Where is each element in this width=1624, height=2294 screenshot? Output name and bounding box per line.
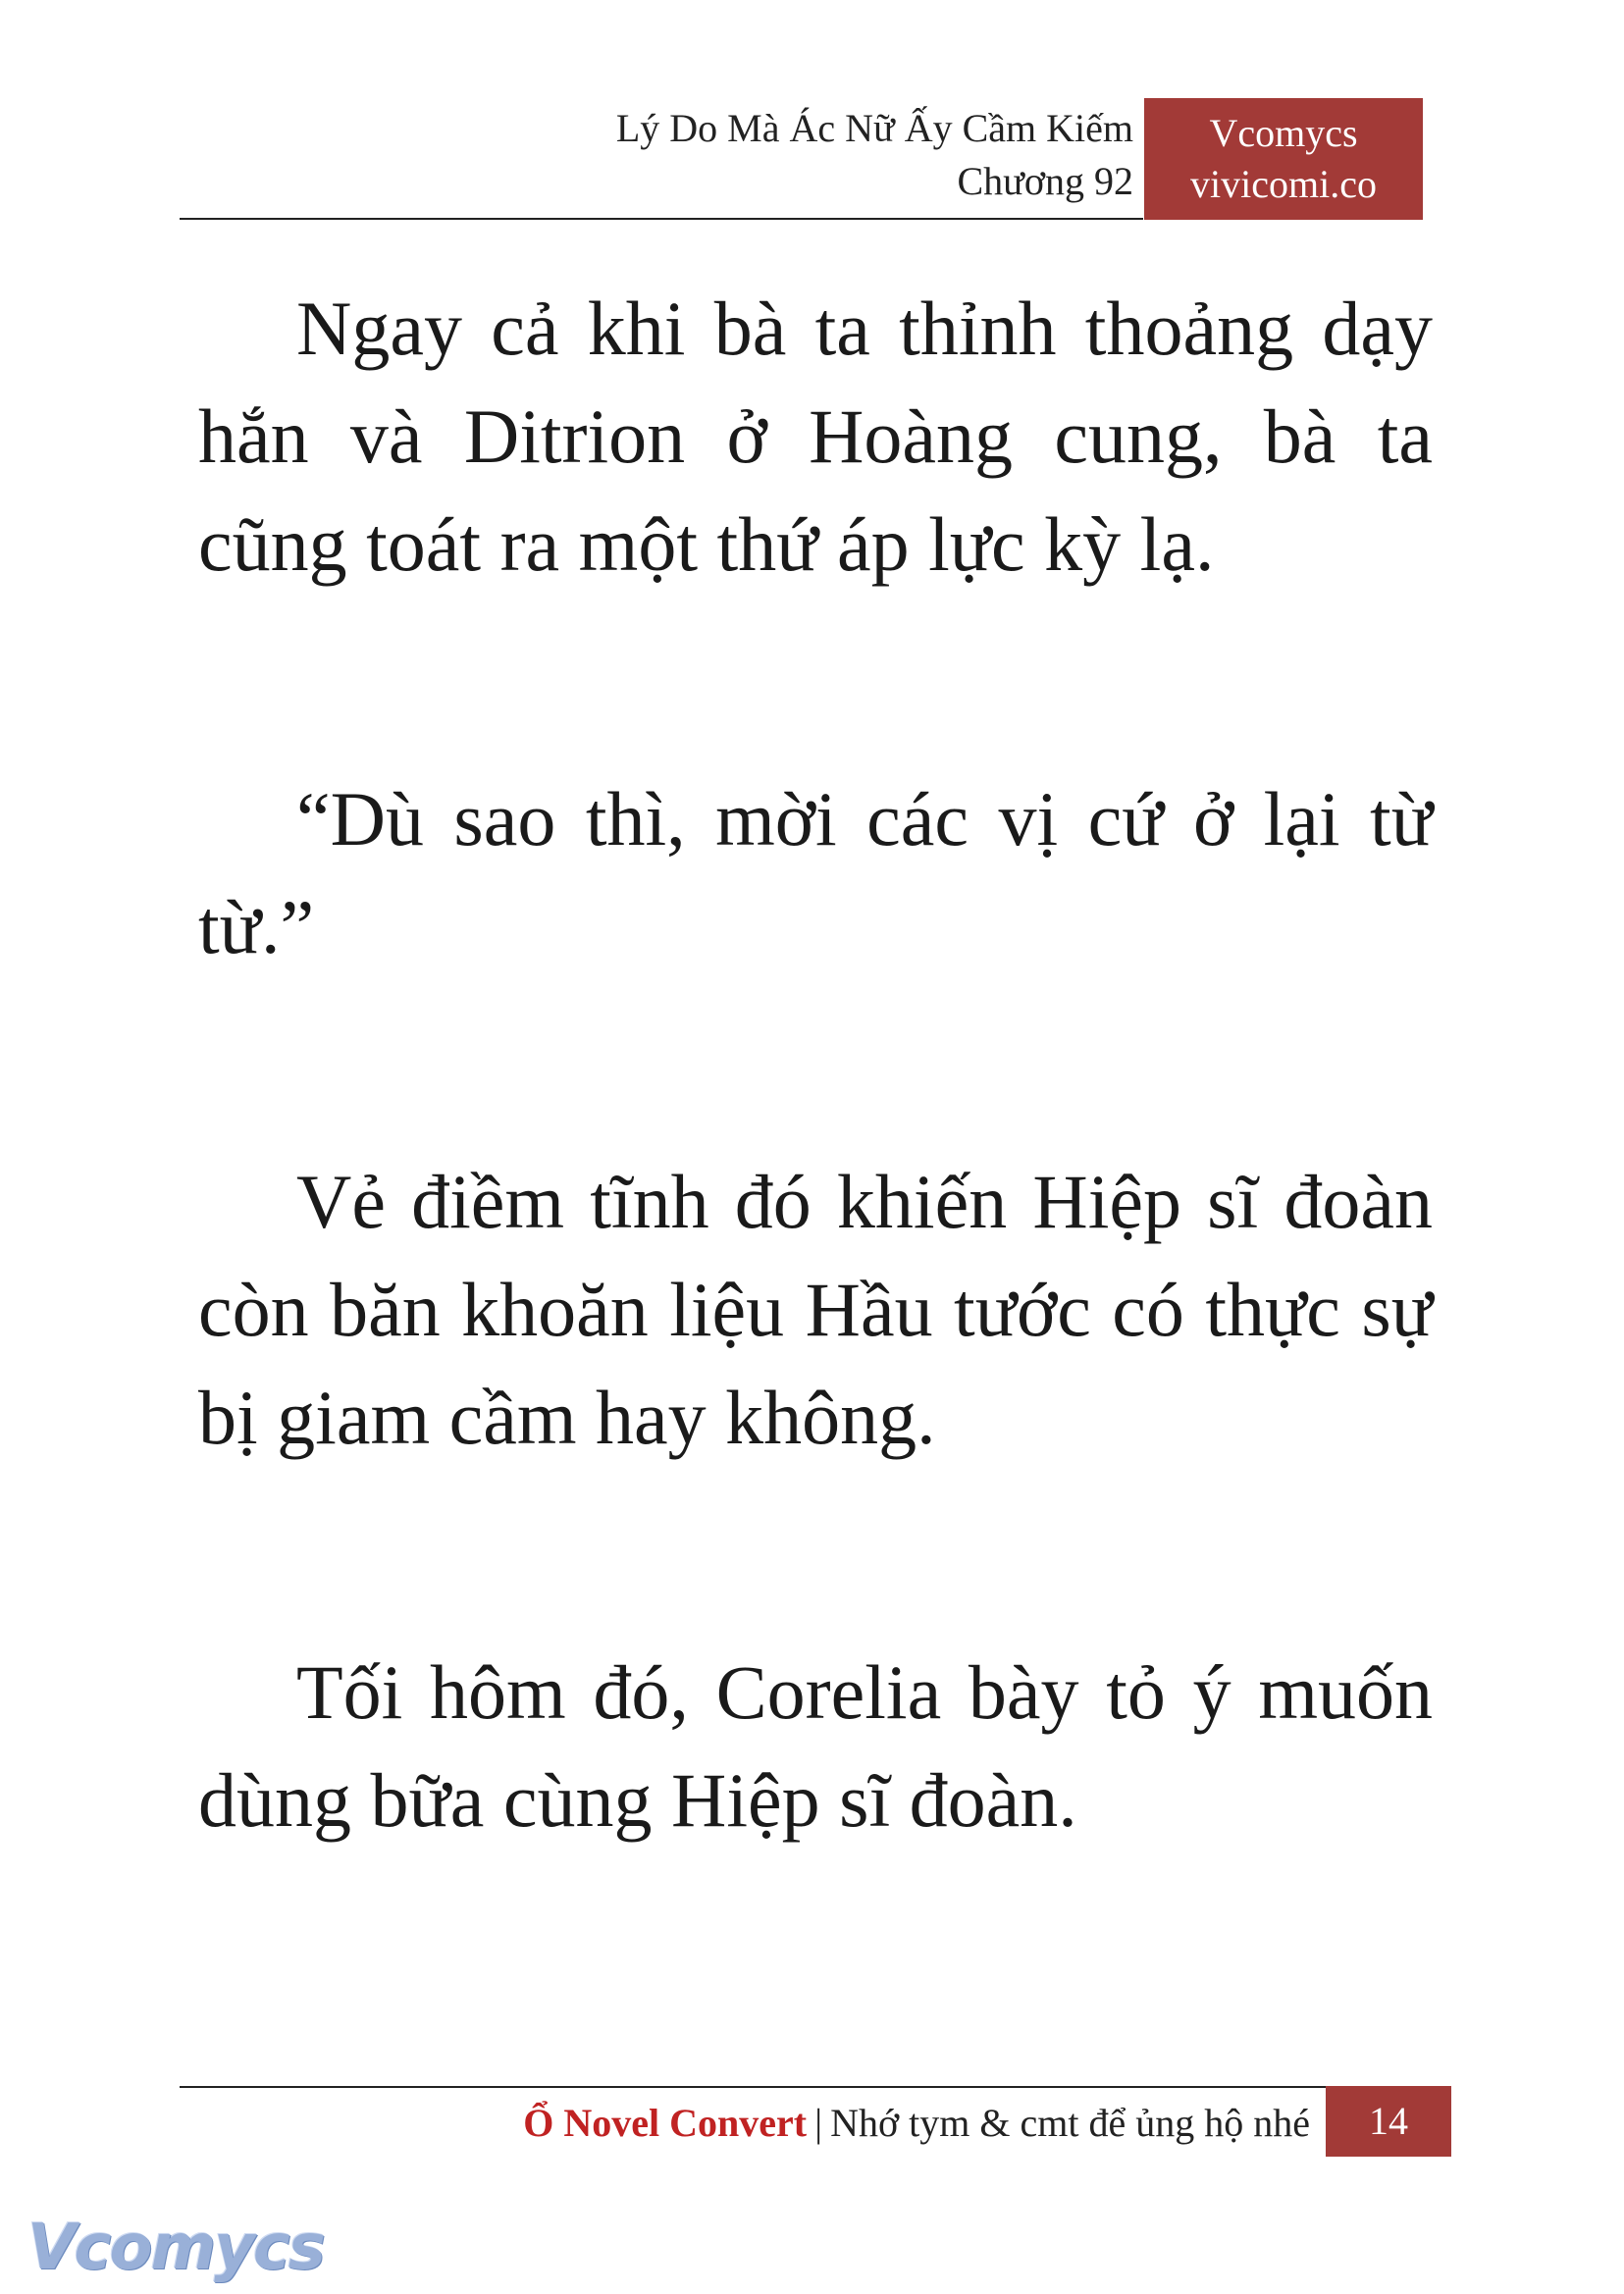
paragraph: Vẻ điềm tĩnh đó khiến Hiệp sĩ đoàn còn băn khoăn liệu Hầu tước có thực sự bị giam cầm hay không. (198, 1159, 1433, 1460)
header-brand-box (1144, 98, 1423, 220)
footer-separator: | (814, 2101, 823, 2145)
brand-site: vivicomi.co (1190, 162, 1377, 206)
chapter-body (198, 275, 1433, 1854)
paragraph: “Dù sao thì, mời các vị cứ ở lại từ từ.” (198, 776, 1433, 969)
footer-text (523, 2094, 1310, 2153)
page-number: 14 (1326, 2086, 1451, 2157)
book-title: Lý Do Mà Ác Nữ Ấy Cầm Kiếm (615, 106, 1133, 150)
footer-message: Nhớ tym & cmt để ủng hộ nhé (830, 2101, 1310, 2145)
paragraph: Tối hôm đó, Corelia bày tỏ ý muốn dùng bữa cùng Hiệp sĩ đoàn. (198, 1649, 1433, 1843)
footer-brand: Ổ Novel Convert (523, 2101, 808, 2145)
brand-name: Vcomycs (1209, 111, 1358, 155)
header-titles (616, 102, 1133, 208)
footer-divider (180, 2086, 1326, 2088)
paragraph: Ngay cả khi bà ta thỉnh thoảng dạy hắn và Ditrion ở Hoàng cung, bà ta cũng toát ra một thứ áp lực kỳ lạ. (198, 286, 1433, 587)
chapter-label: Chương 92 (957, 159, 1133, 203)
header-divider (180, 218, 1143, 220)
watermark-logo: Vcomycs (27, 2212, 324, 2284)
